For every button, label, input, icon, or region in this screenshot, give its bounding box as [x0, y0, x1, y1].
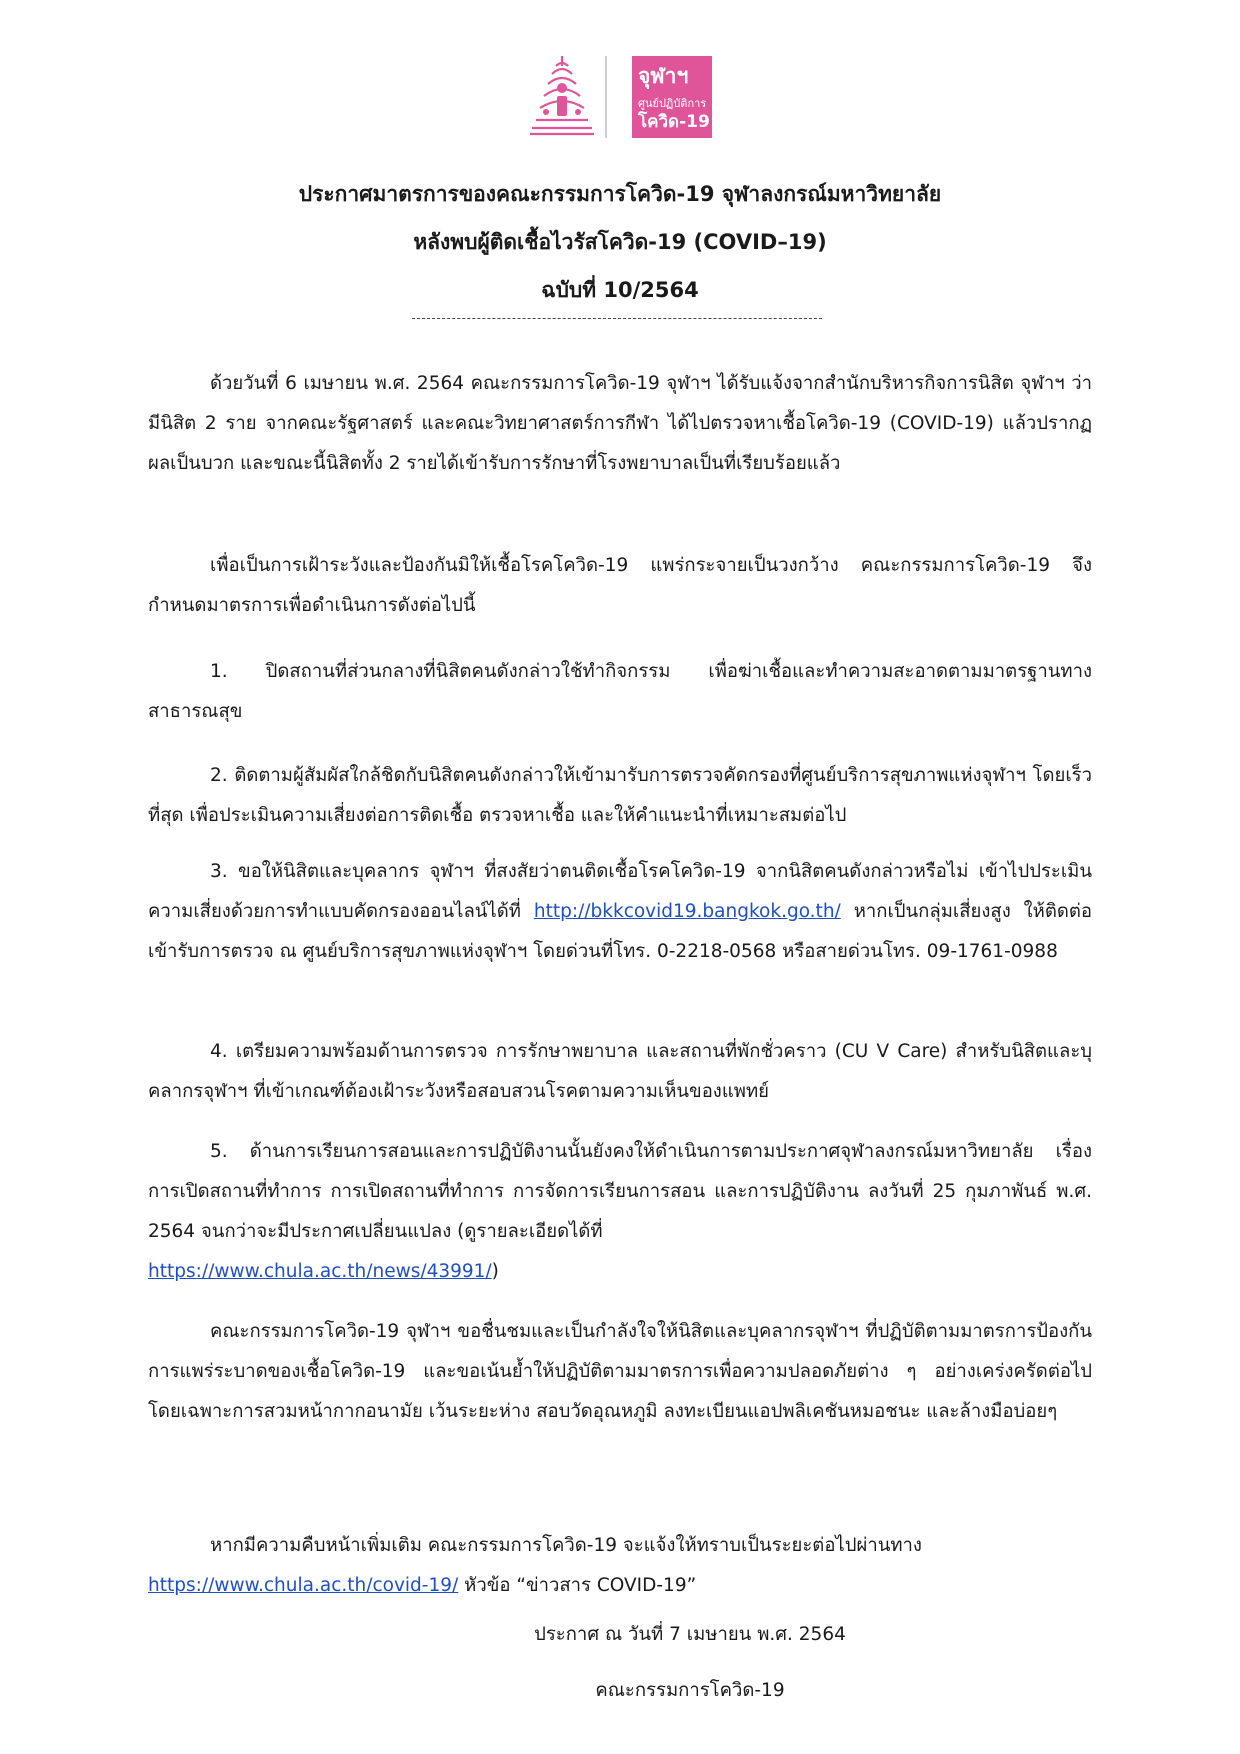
measure-item-2	[148, 756, 1092, 836]
paragraph-measures-intro	[148, 546, 1092, 626]
dashed-separator	[412, 318, 822, 319]
measure-item-1	[148, 652, 1092, 732]
measure-item-3-text-b: หากเป็นกลุ่มเสี่ยงสูง ให้ติดต่อเข้ารับการตรวจ ณ ศูนย์บริการสุขภาพแห่งจุฬาฯ โดยด่วนที่โทร. 0-2218-0568 หรือสายด่วนโทร. 09-1761-0988	[148, 901, 1093, 962]
measure-item-5-text-b: )	[491, 1261, 499, 1282]
logo-line-2: ศูนย์ปฏิบัติการ	[638, 97, 707, 110]
title-line-1: ประกาศมาตรการของคณะกรรมการโควิด-19 จุฬาลงกรณ์มหาวิทยาลัย	[298, 182, 942, 206]
paragraph-updates-text-a: หากมีความคืบหน้าเพิ่มเติม คณะกรรมการโควิด-19 จะแจ้งให้ทราบเป็นระยะต่อไปผ่านทาง	[210, 1535, 922, 1556]
paragraph-measures-intro-text: เพื่อเป็นการเฝ้าระวังและป้องกันมิให้เชื้อโรคโควิด-19 แพร่กระจายเป็นวงกว้าง คณะกรรมการโควิด-19 จึงกำหนดมาตรการเพื่อดำเนินการดังต่อไปนี้	[148, 555, 1092, 616]
bkkcovid19-link[interactable]: http://bkkcovid19.bangkok.go.th/	[533, 901, 841, 922]
measure-item-4	[148, 1032, 1092, 1112]
announcement-date: ประกาศ ณ วันที่ 7 เมษายน พ.ศ. 2564	[534, 1624, 846, 1645]
measure-item-3-text-a: 3. ขอให้นิสิตและบุคลากร จุฬาฯ ที่สงสัยว่าตนติดเชื้อโรคโควิด-19 จากนิสิตคนดังกล่าวหรือไม่ เข้าไปประเมินความเสี่ยงด้วยการทำแบบคัดกรองออนไลน์ได้ที่	[148, 861, 1092, 922]
paragraph-intro	[148, 364, 1092, 484]
measure-item-3	[148, 852, 1092, 972]
measure-item-5	[148, 1132, 1092, 1292]
signer: คณะกรรมการโควิด-19	[595, 1680, 785, 1701]
measure-item-1-text: 1. ปิดสถานที่ส่วนกลางที่นิสิตคนดังกล่าวใช้ทำกิจกรรม เพื่อฆ่าเชื้อและทำความสะอาดตามมาตรฐานทางสาธารณสุข	[148, 661, 1092, 722]
logo-divider	[605, 56, 607, 138]
paragraph-intro-text: ด้วยวันที่ 6 เมษายน พ.ศ. 2564 คณะกรรมการโควิด-19 จุฬาฯ ได้รับแจ้งจากสำนักบริหารกิจการนิสิต จุฬาฯ ว่ามีนิสิต 2 ราย จากคณะรัฐศาสตร์ และคณะวิทยาศาสตร์การกีฬา ได้ไปตรวจหาเชื้อโควิด-19 (COVID-19) แล้วปรากฏผลเป็นบวก และขณะนี้นิสิตทั้ง 2 รายได้เข้ารับการรักษาที่โรงพยาบาลเป็นที่เรียบร้อยแล้ว	[148, 373, 1092, 474]
logo-line-3: โควิด-19	[638, 112, 710, 132]
chula-seal-logo	[526, 52, 598, 138]
measure-item-5-text-a: 5. ด้านการเรียนการสอนและการปฏิบัติงานนั้นยังคงให้ดำเนินการตามประกาศจุฬาลงกรณ์มหาวิทยาลัย เรื่อง การเปิดสถานที่ทำการ การเปิดสถานที่ทำการ การจัดการเรียนการสอน และการปฏิบัติงาน ลงวันที่ 25 กุมภาพันธ์ พ.ศ. 2564 จนกว่าจะมีประกาศเปลี่ยนแปลง (ดูรายละเอียดได้ที่	[148, 1141, 1092, 1242]
paragraph-appreciation	[148, 1312, 1092, 1432]
chula-covid-link[interactable]: https://www.chula.ac.th/covid-19/	[148, 1575, 459, 1596]
logo-line-1: จุฬาฯ	[638, 64, 689, 88]
chula-news-link[interactable]: https://www.chula.ac.th/news/43991/	[148, 1261, 492, 1282]
title-line-2: หลังพบผู้ติดเชื้อไวรัสโควิด-19 (COVID–19)	[413, 230, 827, 254]
paragraph-updates	[148, 1526, 1092, 1606]
measure-item-4-text: 4. เตรียมความพร้อมด้านการตรวจ การรักษาพยาบาล และสถานที่พักชั่วคราว (CU V Care) สำหรับนิสิตและบุคลากรจุฬาฯ ที่เข้าเกณฑ์ต้องเฝ้าระวังหรือสอบสวนโรคตามความเห็นของแพทย์	[148, 1041, 1092, 1102]
covid-center-logo	[632, 56, 712, 138]
paragraph-updates-text-b: หัวข้อ “ข่าวสาร COVID-19”	[464, 1575, 697, 1596]
measure-item-2-text: 2. ติดตามผู้สัมผัสใกล้ชิดกับนิสิตคนดังกล่าวให้เข้ามารับการตรวจคัดกรองที่ศูนย์บริการสุขภาพแห่งจุฬาฯ โดยเร็วที่สุด เพื่อประเมินความเสี่ยงต่อการติดเชื้อ ตรวจหาเชื้อ และให้คำแนะนำที่เหมาะสมต่อไป	[148, 765, 1092, 826]
paragraph-appreciation-text: คณะกรรมการโควิด-19 จุฬาฯ ขอชื่นชมและเป็นกำลังใจให้นิสิตและบุคลากรจุฬาฯ ที่ปฏิบัติตามมาตรการป้องกันการแพร่ระบาดของเชื้อโควิด-19 และขอเน้นย้ำให้ปฏิบัติตามมาตรการเพื่อความปลอดภัยต่าง ๆ อย่างเคร่งครัดต่อไป โดยเฉพาะการสวมหน้ากากอนามัย เว้นระยะห่าง สอบวัดอุณหภูมิ ลงทะเบียนแอปพลิเคชันหมอชนะ และล้างมือบ่อยๆ	[148, 1321, 1092, 1422]
title-line-3: ฉบับที่ 10/2564	[541, 278, 699, 302]
